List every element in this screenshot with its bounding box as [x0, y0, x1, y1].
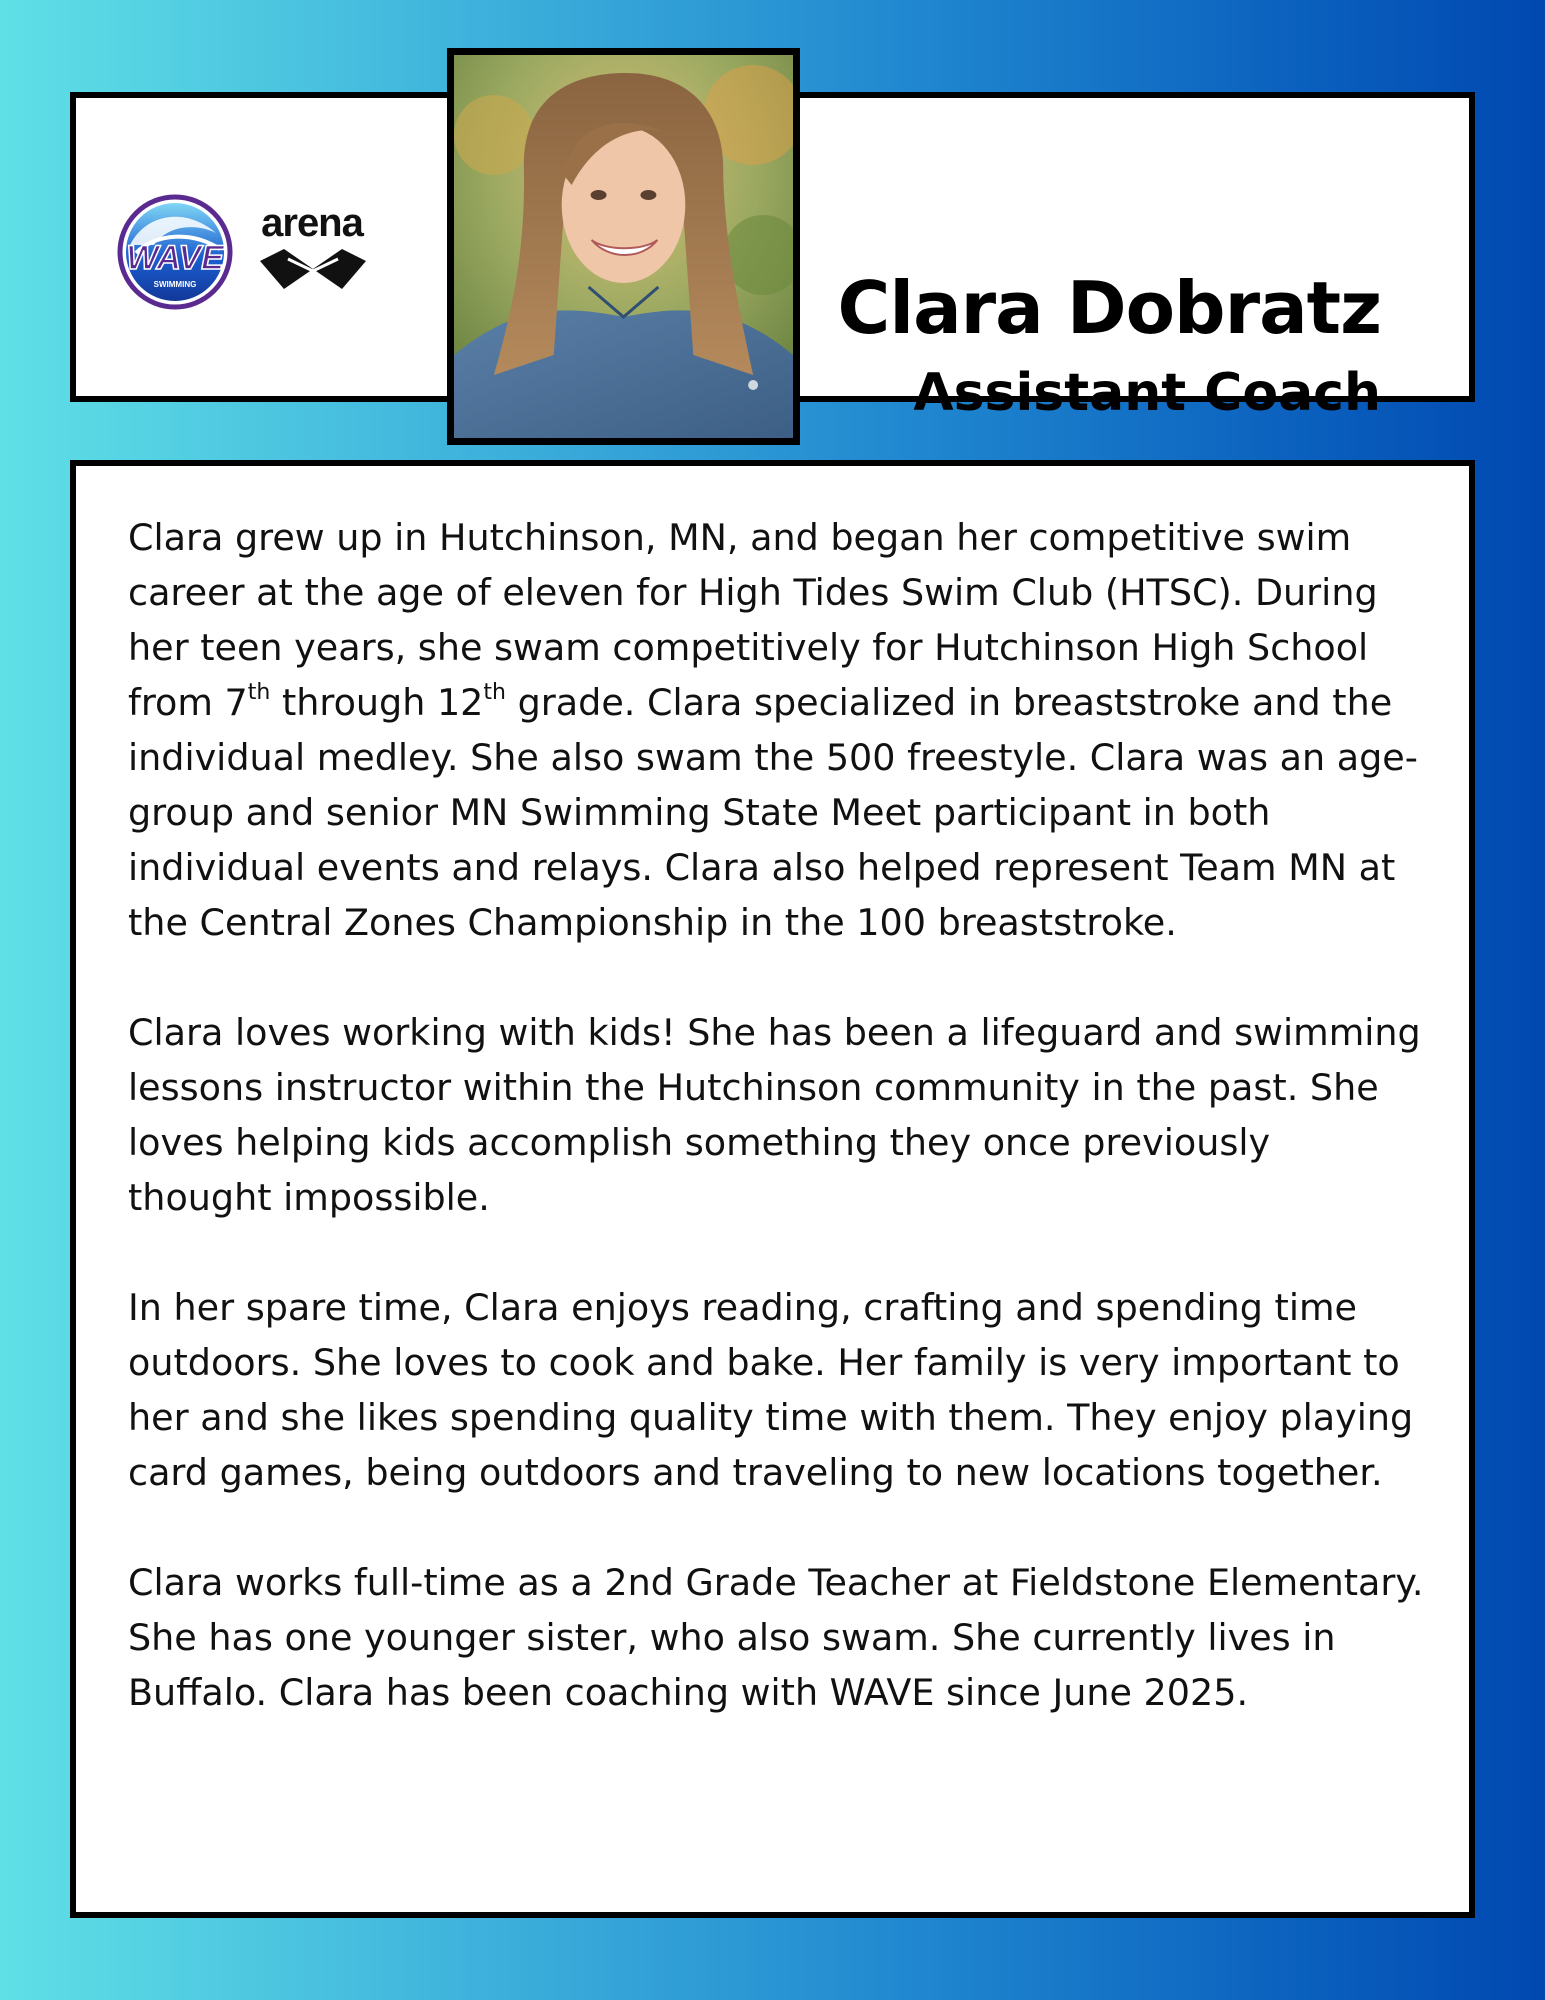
ordinal-suffix: th [247, 679, 271, 705]
arena-logo [252, 201, 372, 301]
wave-logo-subtext: SWIMMING [153, 280, 197, 289]
coach-photo [454, 55, 793, 438]
ordinal-suffix: th [483, 679, 506, 705]
arena-diamond-icon [258, 247, 368, 291]
bio-card [70, 460, 1475, 1918]
bio-paragraph-swim-history [128, 510, 1425, 950]
arena-logo-text: arena [261, 201, 363, 245]
bio-text: through 12 [270, 681, 484, 724]
bio-paragraph-work: Clara works full-time as a 2nd Grade Teacher at Fieldstone Elementary. She has one younger sister, who also swam. She currently lives in Buffalo. Clara has been coaching with WAVE since June 2025. [128, 1561, 1424, 1714]
coach-role: Assistant Coach [913, 363, 1381, 423]
coach-name: Clara Dobratz [837, 266, 1381, 350]
bio-text: grade. Clara specialized in breaststroke and the individual medley. She also swam the 500 freestyle. Clara was an age-group and senior MN Swimming State Meet participant in both individual events and relays. Clara also helped represent Team MN at the Central Zones Championship in the 100 breaststroke. [128, 681, 1418, 944]
name-title-block [838, 266, 1381, 424]
bio-text: Clara grew up in Hutchinson, MN, and began her competitive swim career at the age of eleven for High Tides Swim Club (HTSC). During her teen years, she swam competitively for Hutchinson High School from 7 [128, 516, 1378, 724]
logo-group [116, 193, 376, 313]
bio-paragraph-kids: Clara loves working with kids! She has been a lifeguard and swimming lessons instructor within the Hutchinson community in the past. She loves helping kids accomplish something they once previously thought impossible. [128, 1011, 1421, 1219]
wave-swimming-logo [116, 193, 234, 311]
wave-logo-text: WAVE [126, 239, 224, 277]
bio-paragraph-hobbies: In her spare time, Clara enjoys reading, crafting and spending time outdoors. She loves to cook and bake. Her family is very important to her and she likes spending quality time with them. They enjoy playing card games, being outdoors and traveling to new locations together. [128, 1286, 1414, 1494]
coach-photo-frame [447, 48, 800, 445]
